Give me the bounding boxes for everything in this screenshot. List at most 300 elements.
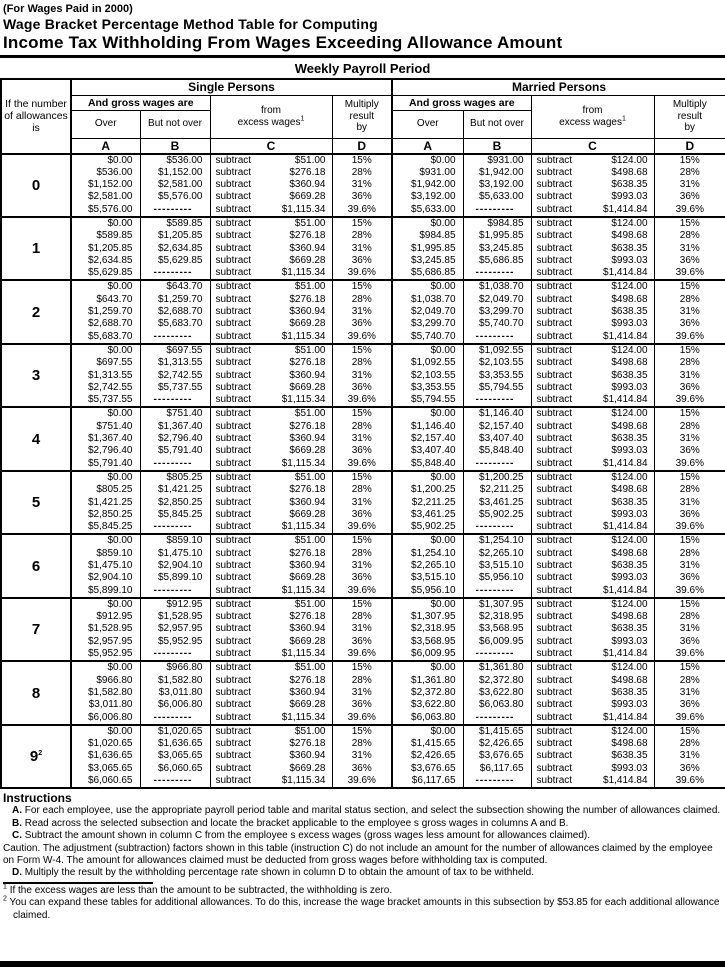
- subtract-amount: $1,414.84: [603, 457, 648, 469]
- document-header: [0, 2, 725, 53]
- percentage-value: 28%: [351, 166, 372, 178]
- no-upper-limit-dash: ---------: [153, 775, 193, 787]
- wage-amount: $6,009.95: [411, 648, 456, 660]
- but-not-over-header-married: But not over: [463, 110, 531, 138]
- subtract-word: subtract: [536, 547, 573, 559]
- married-over-amounts: [392, 344, 463, 407]
- wage-amount: $2,318.95: [411, 623, 456, 635]
- married-over-amounts: [392, 280, 463, 343]
- subtract-word: subtract: [536, 648, 573, 660]
- percentage-value: 36%: [351, 762, 372, 774]
- subtract-word: subtract: [215, 242, 252, 254]
- subtract-line: [211, 179, 332, 191]
- bracket-rows: [1, 154, 725, 789]
- married-over-amounts: [392, 534, 463, 597]
- subtract-word: subtract: [215, 547, 252, 559]
- subtract-line: [532, 357, 654, 369]
- wage-amount: $6,117.65: [411, 775, 456, 787]
- excess-wages-header-married: from excess wages$^1$: [531, 95, 654, 138]
- subtract-line: [532, 281, 654, 293]
- married-subtract-amounts: [531, 344, 654, 407]
- percentage-value: 36%: [679, 381, 700, 393]
- subtract-word: subtract: [215, 344, 252, 356]
- subtract-word: subtract: [215, 584, 252, 596]
- wage-amount: $3,192.00: [479, 179, 524, 191]
- subtract-line: [532, 458, 654, 470]
- wage-amount: $5,737.55: [158, 381, 203, 393]
- subtract-line: [532, 521, 654, 533]
- percentage-value: 39.6%: [675, 267, 704, 279]
- wage-amount: $1,152.00: [158, 166, 203, 178]
- subtract-amount: $669.28: [289, 635, 326, 647]
- wage-amount: $1,475.10: [88, 560, 133, 571]
- percentage-value: 31%: [679, 306, 700, 318]
- subtract-line: [211, 687, 332, 699]
- married-multiply-percentages: [654, 344, 725, 407]
- subtract-line: [211, 394, 332, 406]
- subtract-word: subtract: [215, 560, 252, 571]
- wage-amount: $3,568.95: [411, 635, 456, 647]
- subtract-amount: $276.18: [289, 484, 326, 496]
- subtract-line: [532, 687, 654, 699]
- percentage-value: 28%: [679, 357, 700, 369]
- percentage-value: 15%: [679, 154, 700, 166]
- subtract-amount: $51.00: [294, 471, 326, 483]
- married-subtract-amounts: [531, 471, 654, 534]
- wage-amount: $805.25: [166, 471, 203, 483]
- wage-amount: $2,426.65: [411, 750, 456, 762]
- percentage-value: 39.6%: [347, 330, 376, 342]
- wage-amount: $1,146.40: [411, 420, 456, 432]
- married-but-not-over-amounts: [463, 661, 531, 724]
- married-over-amounts: [392, 725, 463, 788]
- single-multiply-percentages: [332, 471, 392, 534]
- subtract-word: subtract: [215, 699, 252, 711]
- subtract-line: [211, 599, 332, 611]
- subtract-amount: $276.18: [289, 674, 326, 686]
- single-but-not-over-amounts: [140, 598, 210, 661]
- subtract-line: [532, 775, 654, 787]
- subtract-amount: $124.00: [611, 154, 648, 166]
- wage-amount: $2,157.40: [479, 420, 524, 432]
- subtract-amount: $669.28: [289, 445, 326, 457]
- subtract-word: subtract: [536, 433, 573, 445]
- subtract-line: [532, 204, 654, 216]
- married-but-not-over-amounts: [463, 280, 531, 343]
- married-multiply-percentages: [654, 534, 725, 597]
- subtract-amount: $51.00: [294, 281, 326, 293]
- wage-amount: $3,515.10: [479, 560, 524, 571]
- percentage-value: 15%: [679, 598, 700, 610]
- wage-amount: $1,367.40: [158, 420, 203, 432]
- subtract-word: subtract: [536, 179, 573, 191]
- allowances-header: If the number of allowances is: [1, 79, 71, 154]
- subtract-amount: $1,414.84: [603, 711, 648, 723]
- subtract-amount: $276.18: [289, 230, 326, 242]
- subtract-word: subtract: [215, 750, 252, 762]
- wage-amount: $2,688.70: [158, 306, 203, 318]
- percentage-value: 15%: [679, 725, 700, 737]
- wage-amount: $0.00: [430, 598, 456, 610]
- percentage-value: 28%: [351, 357, 372, 369]
- no-upper-limit-dash: ---------: [153, 203, 193, 215]
- subtract-amount: $1,115.34: [281, 711, 326, 723]
- subtract-amount: $51.00: [294, 408, 326, 420]
- married-over-amounts: [392, 598, 463, 661]
- gross-wages-header-married: And gross wages are: [392, 95, 531, 110]
- subtract-word: subtract: [215, 598, 252, 610]
- subtract-amount: $638.35: [611, 433, 648, 445]
- bracket-row: [1, 598, 725, 661]
- wages-paid-note: (For Wages Paid in 2000): [3, 3, 133, 15]
- percentage-value: 39.6%: [347, 711, 376, 723]
- page-title: Income Tax Withholding From Wages Exceeding Allowance Amount: [3, 33, 563, 52]
- subtract-word: subtract: [536, 471, 573, 483]
- subtract-word: subtract: [215, 254, 252, 266]
- wage-amount: $2,426.65: [479, 738, 524, 750]
- subtract-word: subtract: [536, 242, 573, 254]
- single-but-not-over-amounts: [140, 154, 210, 217]
- percentage-value: 36%: [351, 191, 372, 203]
- wage-amount: $5,683.70: [88, 330, 133, 342]
- percentage-value: 39.6%: [347, 648, 376, 660]
- wage-amount: $3,065.65: [88, 762, 133, 774]
- subtract-amount: $638.35: [611, 686, 648, 698]
- percentage-value: 28%: [679, 166, 700, 178]
- wage-amount: $3,461.25: [411, 508, 456, 520]
- percentage-value: 15%: [351, 408, 372, 420]
- wage-amount: $2,265.10: [411, 560, 456, 571]
- subtract-line: [211, 408, 332, 420]
- subtract-amount: $360.94: [289, 369, 326, 381]
- wage-amount: $6,117.65: [479, 762, 524, 774]
- wage-amount: $5,683.70: [158, 318, 203, 330]
- percentage-value: 28%: [679, 230, 700, 242]
- wage-amount: $2,742.55: [158, 369, 203, 381]
- percentage-value: 15%: [679, 281, 700, 293]
- subtract-amount: $669.28: [289, 762, 326, 774]
- married-section-header: Married Persons: [392, 79, 725, 95]
- subtract-line: [532, 662, 654, 674]
- subtract-amount: $124.00: [611, 662, 648, 674]
- subtract-word: subtract: [215, 635, 252, 647]
- wage-amount: $3,011.80: [88, 699, 133, 711]
- wage-bracket-table: [0, 78, 725, 789]
- wage-amount: $1,415.65: [411, 738, 456, 750]
- married-multiply-percentages: [654, 154, 725, 217]
- married-over-amounts: [392, 217, 463, 280]
- wage-amount: $2,957.95: [158, 623, 203, 635]
- subtract-amount: $124.00: [611, 598, 648, 610]
- wage-amount: $1,636.65: [158, 738, 203, 750]
- subtract-line: [532, 318, 654, 330]
- subtract-line: [211, 357, 332, 369]
- bracket-row: [1, 344, 725, 407]
- subtract-line: [532, 218, 654, 230]
- single-over-amounts: [71, 598, 140, 661]
- subtract-line: [532, 535, 654, 547]
- subtract-word: subtract: [536, 394, 573, 406]
- single-multiply-percentages: [332, 280, 392, 343]
- no-upper-limit-dash: ---------: [475, 330, 515, 342]
- wage-amount: $1,528.95: [158, 611, 203, 623]
- subtract-amount: $498.68: [611, 357, 648, 369]
- single-multiply-percentages: [332, 217, 392, 280]
- single-section-header: Single Persons: [71, 79, 392, 95]
- subtract-amount: $51.00: [294, 344, 326, 356]
- subtract-line: [211, 675, 332, 687]
- wage-amount: $1,421.25: [158, 484, 203, 496]
- subtract-word: subtract: [536, 420, 573, 432]
- percentage-value: 39.6%: [347, 203, 376, 215]
- percentage-value: 39.6%: [675, 457, 704, 469]
- wage-amount: $6,063.80: [411, 711, 456, 723]
- wage-amount: $912.95: [96, 611, 133, 623]
- subtract-line: [211, 243, 332, 255]
- no-upper-limit-dash: ---------: [475, 203, 515, 215]
- subtract-line: [211, 433, 332, 445]
- instruction-d: D. Multiply the result by the withholding percentage rate shown in column D to obtain the amount of tax to be withheld.: [12, 867, 534, 879]
- wage-amount: $5,956.10: [479, 572, 524, 584]
- subtract-line: [211, 560, 332, 572]
- subtract-word: subtract: [215, 662, 252, 674]
- wage-amount: $5,845.25: [158, 508, 203, 520]
- wage-amount: $3,011.80: [158, 686, 203, 698]
- footnote-ref-1: 1: [300, 115, 305, 123]
- married-but-not-over-amounts: [463, 344, 531, 407]
- percentage-value: 36%: [679, 508, 700, 520]
- subtract-amount: $276.18: [289, 738, 326, 750]
- subtract-amount: $1,115.34: [281, 330, 326, 342]
- subtract-line: [211, 294, 332, 306]
- wage-amount: $2,796.40: [88, 445, 133, 457]
- footnote-ref-2: 2: [38, 750, 43, 758]
- excess-header-line2: excess wages$^1$: [237, 115, 305, 128]
- wage-amount: $3,192.00: [411, 191, 456, 203]
- wage-amount: $5,794.55: [411, 394, 456, 406]
- wage-amount: $1,942.00: [411, 179, 456, 191]
- percentage-value: 39.6%: [347, 267, 376, 279]
- subtract-line: [532, 255, 654, 267]
- wage-amount: $0.00: [107, 281, 133, 293]
- subtract-amount: $669.28: [289, 318, 326, 330]
- percentage-value: 36%: [351, 445, 372, 457]
- percentage-value: 31%: [351, 496, 372, 508]
- percentage-value: 28%: [351, 674, 372, 686]
- married-but-not-over-amounts: [463, 217, 531, 280]
- wage-amount: $3,245.85: [479, 242, 524, 254]
- subtract-amount: $1,414.84: [603, 267, 648, 279]
- allowance-count: 1: [1, 217, 71, 280]
- allowance-count: 6: [1, 534, 71, 597]
- subtract-word: subtract: [215, 623, 252, 635]
- wage-amount: $1,200.25: [479, 471, 524, 483]
- subtract-amount: $993.03: [611, 318, 648, 330]
- page-bottom-rule: [0, 961, 725, 967]
- over-header-single: Over: [71, 110, 140, 138]
- subtract-word: subtract: [215, 179, 252, 191]
- subtract-amount: $638.35: [611, 496, 648, 508]
- wage-amount: $1,995.85: [411, 242, 456, 254]
- bracket-row: [1, 217, 725, 280]
- wage-amount: $1,205.85: [88, 242, 133, 254]
- percentage-value: 31%: [679, 179, 700, 191]
- no-upper-limit-dash: ---------: [475, 267, 515, 279]
- married-subtract-amounts: [531, 725, 654, 788]
- percentage-value: 39.6%: [675, 394, 704, 406]
- percentage-value: 36%: [679, 191, 700, 203]
- percentage-value: 36%: [679, 635, 700, 647]
- single-over-amounts: [71, 725, 140, 788]
- married-multiply-percentages: [654, 471, 725, 534]
- subtract-amount: $1,115.34: [281, 521, 326, 533]
- footnote-divider: [3, 882, 153, 884]
- subtract-amount: $638.35: [611, 242, 648, 254]
- wage-amount: $3,065.65: [158, 750, 203, 762]
- percentage-value: 39.6%: [675, 521, 704, 533]
- subtract-line: [532, 675, 654, 687]
- subtract-amount: $498.68: [611, 420, 648, 432]
- subtract-line: [211, 712, 332, 724]
- subtract-word: subtract: [536, 674, 573, 686]
- single-over-amounts: [71, 280, 140, 343]
- subtract-amount: $276.18: [289, 547, 326, 559]
- wage-amount: $1,313.55: [158, 357, 203, 369]
- wage-amount: $536.00: [96, 166, 133, 178]
- percentage-value: 28%: [679, 547, 700, 559]
- subtract-amount: $1,414.84: [603, 521, 648, 533]
- percentage-value: 15%: [351, 217, 372, 229]
- wage-amount: $5,740.70: [411, 330, 456, 342]
- percentage-value: 39.6%: [347, 521, 376, 533]
- wage-amount: $5,629.85: [88, 267, 133, 279]
- subtract-line: [211, 167, 332, 179]
- subtract-line: [532, 699, 654, 711]
- married-but-not-over-amounts: [463, 725, 531, 788]
- percentage-value: 28%: [679, 293, 700, 305]
- subtract-line: [211, 572, 332, 584]
- subtract-word: subtract: [536, 445, 573, 457]
- wage-amount: $984.85: [487, 217, 524, 229]
- percentage-value: 36%: [679, 318, 700, 330]
- subtract-amount: $51.00: [294, 217, 326, 229]
- married-but-not-over-amounts: [463, 471, 531, 534]
- subtract-word: subtract: [215, 521, 252, 533]
- wage-amount: $5,902.25: [479, 508, 524, 520]
- percentage-value: 31%: [351, 369, 372, 381]
- subtract-word: subtract: [536, 560, 573, 571]
- bracket-row: [1, 661, 725, 724]
- excess-wages-header-single: [210, 95, 332, 138]
- percentage-value: 39.6%: [675, 203, 704, 215]
- single-subtract-amounts: [210, 534, 332, 597]
- single-subtract-amounts: [210, 217, 332, 280]
- subtract-amount: $1,115.34: [281, 203, 326, 215]
- single-over-amounts: [71, 407, 140, 470]
- subtract-line: [211, 535, 332, 547]
- percentage-value: 39.6%: [347, 584, 376, 596]
- married-but-not-over-amounts: [463, 407, 531, 470]
- subtract-line: [211, 218, 332, 230]
- wage-amount: $2,957.95: [88, 635, 133, 647]
- single-over-amounts: [71, 344, 140, 407]
- subtract-word: subtract: [536, 408, 573, 420]
- subtract-word: subtract: [536, 584, 573, 596]
- percentage-value: 15%: [679, 408, 700, 420]
- wage-amount: $5,899.10: [158, 572, 203, 584]
- subtract-word: subtract: [215, 203, 252, 215]
- wage-amount: $751.40: [166, 408, 203, 420]
- subtract-amount: $993.03: [611, 699, 648, 711]
- subtract-word: subtract: [536, 293, 573, 305]
- subtract-word: subtract: [536, 281, 573, 293]
- single-multiply-percentages: [332, 407, 392, 470]
- wage-amount: $1,582.80: [88, 686, 133, 698]
- married-subtract-amounts: [531, 154, 654, 217]
- married-over-amounts: [392, 407, 463, 470]
- subtract-amount: $276.18: [289, 611, 326, 623]
- subtract-amount: $498.68: [611, 738, 648, 750]
- subtract-line: [532, 433, 654, 445]
- percentage-value: 28%: [351, 738, 372, 750]
- subtract-line: [532, 331, 654, 343]
- subtract-amount: $51.00: [294, 598, 326, 610]
- percentage-value: 36%: [679, 699, 700, 711]
- single-multiply-percentages: [332, 154, 392, 217]
- wage-amount: $0.00: [107, 408, 133, 420]
- subtract-line: [532, 267, 654, 279]
- subtract-word: subtract: [215, 230, 252, 242]
- percentage-value: 28%: [679, 674, 700, 686]
- allowance-count: 7: [1, 598, 71, 661]
- subtract-word: subtract: [536, 762, 573, 774]
- wage-amount: $0.00: [107, 154, 133, 166]
- percentage-value: 39.6%: [675, 330, 704, 342]
- subtract-word: subtract: [215, 535, 252, 547]
- subtract-amount: $124.00: [611, 344, 648, 356]
- wage-amount: $5,737.55: [88, 394, 133, 406]
- wage-amount: $5,899.10: [88, 584, 133, 596]
- column-letter-b-married: B: [463, 138, 531, 154]
- wage-amount: $5,686.85: [411, 267, 456, 279]
- wage-amount: $0.00: [107, 598, 133, 610]
- single-subtract-amounts: [210, 154, 332, 217]
- subtract-line: [211, 255, 332, 267]
- subtract-line: [532, 636, 654, 648]
- wage-amount: $3,407.40: [479, 433, 524, 445]
- subtract-word: subtract: [536, 521, 573, 533]
- subtract-line: [211, 281, 332, 293]
- married-subtract-amounts: [531, 407, 654, 470]
- single-but-not-over-amounts: [140, 280, 210, 343]
- single-subtract-amounts: [210, 471, 332, 534]
- percentage-value: 15%: [679, 344, 700, 356]
- subtract-word: subtract: [215, 281, 252, 293]
- subtract-line: [211, 458, 332, 470]
- title-divider: [0, 55, 725, 58]
- single-but-not-over-amounts: [140, 217, 210, 280]
- wage-amount: $0.00: [107, 725, 133, 737]
- subtract-line: [211, 763, 332, 775]
- single-multiply-percentages: [332, 725, 392, 788]
- subtract-word: subtract: [215, 217, 252, 229]
- subtract-amount: $124.00: [611, 408, 648, 420]
- subtract-amount: $1,115.34: [281, 584, 326, 596]
- bracket-row: [1, 534, 725, 597]
- percentage-value: 39.6%: [675, 775, 704, 787]
- single-multiply-percentages: [332, 344, 392, 407]
- wage-amount: $1,307.95: [479, 598, 524, 610]
